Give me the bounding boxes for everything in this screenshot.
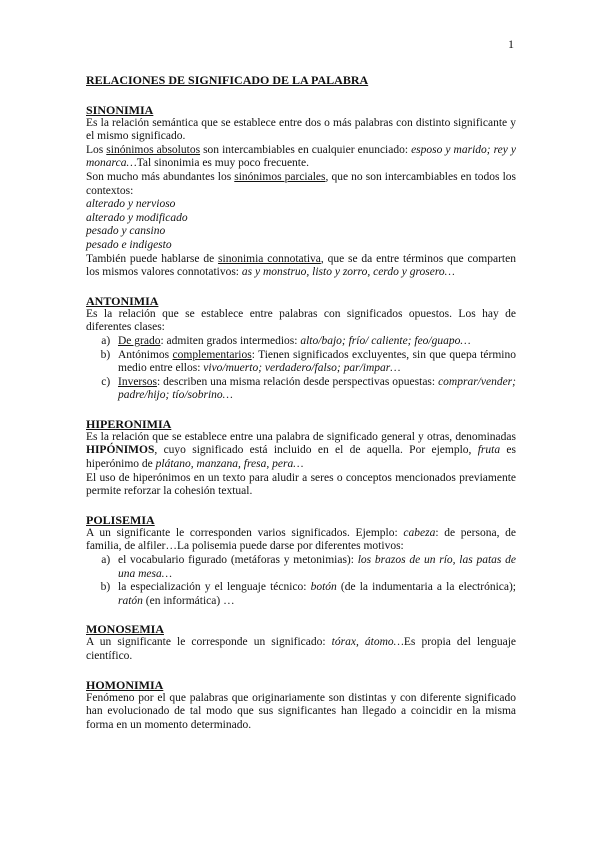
example: fruta (477, 444, 501, 457)
section-heading: ANTONIMIA (86, 293, 159, 308)
text: A un significante le corresponden varios significados. Ejemplo: (86, 526, 404, 539)
example: vivo/muerto; verdadero/falso; par/impar… (203, 362, 401, 375)
text: la especialización y el lenguaje técnico: (118, 581, 311, 594)
list (86, 554, 516, 608)
list (86, 335, 516, 403)
page-number: 1 (508, 37, 514, 51)
term: sinónimos parciales (234, 170, 326, 183)
paragraph (86, 144, 516, 171)
text: Es la relación que se establece entre una palabra de significado general y otras, denominadas (86, 430, 516, 443)
term: sinónimos absolutos (106, 143, 201, 156)
term: complementarios (172, 348, 252, 361)
section-heading: HOMONIMIA (86, 677, 164, 692)
text: son intercambiables en cualquier enunciado: (200, 143, 412, 156)
paragraph: Es la relación que se establece entre palabras con significados opuestos. Los hay de diferentes clases: (86, 307, 516, 334)
section-heading: POLISEMIA (86, 512, 155, 527)
term: sinonimia connotativa (218, 252, 321, 265)
section-polisemia (86, 513, 516, 609)
paragraph (86, 527, 516, 554)
paragraph (86, 171, 516, 198)
section-antonimia (86, 294, 516, 403)
text: es hiperónimo de (86, 444, 516, 471)
section-sinonimia (86, 103, 516, 280)
example-line: alterado y nervioso (86, 198, 176, 211)
example-line: pesado y cansino (86, 225, 166, 238)
text: : admiten grados intermedios: (160, 334, 301, 347)
page-title: RELACIONES DE SIGNIFICADO DE LA PALABRA (86, 73, 369, 87)
example-line: alterado y modificado (86, 211, 188, 224)
text: , que no son intercambiables en todos los contextos: (86, 170, 516, 197)
example: as y monstruo, listo y zorro, cerdo y grosero… (241, 266, 455, 279)
text: Son mucho más abundantes los (86, 170, 235, 183)
text: , cuyo significado está incluido en el de aquella. Por ejemplo, (154, 444, 478, 457)
example: esposo y marido; rey y monarca… (86, 143, 517, 170)
example: plátano, manzana, fresa, pera… (155, 458, 304, 471)
example: alto/bajo; frío/ caliente; feo/guapo… (300, 334, 471, 347)
text: Tal sinonimia es muy poco frecuente. (136, 157, 309, 170)
text: (de la indumentaria a la electrónica); (336, 581, 516, 594)
text: , que se da entre términos que comparten los mismos valores connotativos: (86, 252, 516, 279)
text: el vocabulario figurado (metáforas y metonimias): (118, 554, 358, 567)
section-hiperonimia (86, 417, 516, 499)
text: : de persona, de familia, de alfiler…La polisemia puede darse por diferentes motivos: (86, 526, 516, 553)
example-line: pesado e indigesto (86, 238, 172, 251)
paragraph: Fenómeno por el que palabras que originariamente son distintas y con diferente significado han evolucionado de tal modo que sus significantes han llegado a coincidir en la misma forma en un momento determinado. (86, 691, 516, 731)
text: Los (86, 143, 107, 156)
list-item (116, 376, 516, 403)
example: comprar/vender; padre/hijo; tío/sobrino… (118, 375, 516, 402)
term: Inversos (118, 375, 157, 388)
document-body (86, 74, 516, 746)
text: A un significante le corresponde un significado: (86, 636, 332, 649)
list-item (116, 581, 516, 608)
section-homonimia (86, 678, 516, 733)
paragraph: El uso de hiperónimos en un texto para aludir a seres o conceptos mencionados previamente permite reforzar la cohesión textual. (86, 471, 516, 498)
text: También puede hablarse de (86, 252, 219, 265)
term: De grado (118, 334, 161, 347)
text: (en informática) … (142, 594, 235, 607)
text: : describen una misma relación desde perspectivas opuestas: (156, 375, 439, 388)
text: Antónimos (118, 348, 173, 361)
paragraph: Es la relación semántica que se establece entre dos o más palabras con distinto significante y el mismo significado. (86, 116, 516, 143)
example: tórax, átomo… (331, 636, 404, 649)
list-item (116, 349, 516, 376)
list-item (116, 335, 516, 349)
paragraph (86, 636, 516, 663)
list-item (116, 554, 516, 581)
example: los brazos de un río, las patas de una mesa… (118, 554, 516, 580)
term: HIPÓNIMOS (86, 444, 155, 457)
example: botón (310, 581, 337, 594)
section-heading: MONOSEMIA (86, 622, 164, 637)
section-heading: SINONIMIA (86, 102, 154, 117)
text: Es propia del lenguaje científico. (86, 636, 517, 662)
example: ratón (118, 594, 143, 607)
section-heading: HIPERONIMIA (86, 416, 172, 431)
paragraph (86, 431, 516, 472)
example: cabeza (403, 526, 436, 539)
paragraph (86, 253, 516, 280)
section-monosemia (86, 622, 516, 663)
text: : Tienen significados excluyentes, sin que quepa término medio entre ellos: (118, 348, 516, 375)
